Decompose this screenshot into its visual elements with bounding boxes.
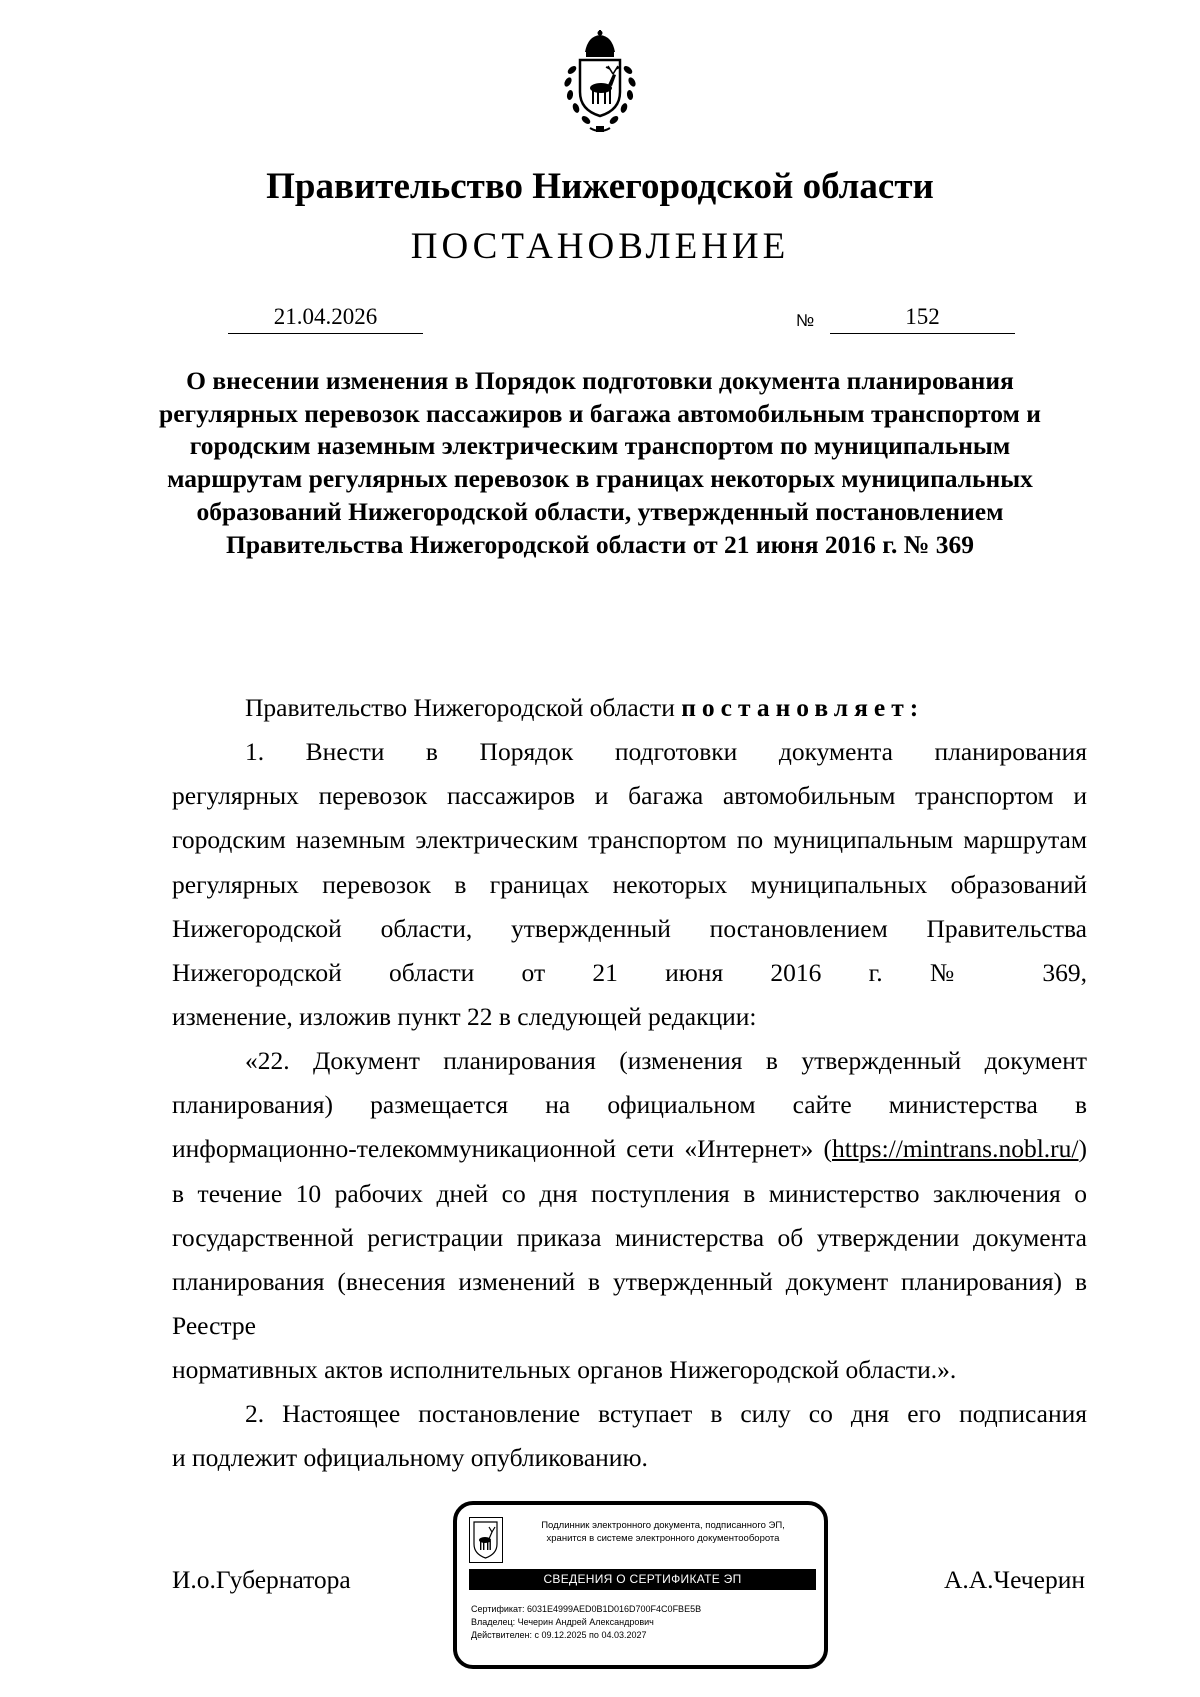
paragraph-22-last-line: нормативных актов исполнительных органов Нижегородской области.».	[172, 1355, 957, 1384]
paragraph-22-body	[172, 1083, 1087, 1349]
stamp-header	[513, 1519, 813, 1545]
stamp-details	[471, 1603, 701, 1642]
coat-of-arms-emblem	[550, 30, 650, 142]
document-date: 21.04.2026	[228, 303, 423, 334]
stamp-header-line-2: хранится в системе электронного документооборота	[546, 1533, 780, 1544]
paragraph-1-body: регулярных перевозок пассажиров и багажа автомобильным транспортом и городским наземным электрическим транспортом по муниципальным маршрутам регулярных перевозок в границах некоторых муниципальных образований Нижегородской области, утвержденный постановлением Правительства Нижегородской области от 21 июня 2016 г. № 369,	[172, 781, 1087, 988]
paragraph-22-first-line: «22. Документ планирования (изменения в утвержденный документ	[245, 1046, 1087, 1075]
paragraph-2-first-line: 2. Настоящее постановление вступает в силу со дня его подписания	[245, 1399, 1087, 1428]
signatory-name: А.А.Чечерин	[943, 1565, 1085, 1594]
certificate-validity: Действителен: с 09.12.2025 по 04.03.2027	[471, 1630, 647, 1640]
paragraph-2-last-line: и подлежит официальному опубликованию.	[172, 1443, 648, 1472]
organization-title: Правительство Нижегородской области	[266, 166, 934, 207]
document-type: ПОСТАНОВЛЕНИЕ	[410, 226, 790, 267]
intro-text: Правительство Нижегородской области	[245, 693, 675, 722]
certificate-owner: Владелец: Чечерин Андрей Александрович	[471, 1617, 654, 1627]
coat-of-arms-icon	[469, 1517, 503, 1563]
paragraph-22-text-b: ) в течение 10 рабочих дней со дня поступления в министерство заключения о государственной регистрации приказа министерства об утверждении документа планирования (внесения изменений в утвержденный документ планирования) в Реестре	[172, 1134, 1087, 1341]
signatory-position: И.о.Губернатора	[172, 1565, 351, 1594]
stamp-header-line-1: Подлинник электронного документа, подписанного ЭП,	[541, 1520, 785, 1531]
paragraph-22-text-a: планирования) размещается на официальном сайте министерства в информационно-телекоммуникационной сети «Интернет» (	[172, 1090, 1087, 1164]
electronic-signature-stamp	[453, 1501, 828, 1669]
number-sign: №	[796, 311, 815, 330]
stamp-certificate-bar: СВЕДЕНИЯ О СЕРТИФИКАТЕ ЭП	[469, 1569, 816, 1590]
paragraph-1-last-line: изменение, изложив пункт 22 в следующей редакции:	[172, 1002, 757, 1031]
ministry-website-link[interactable]: https://mintrans.nobl.ru/	[832, 1134, 1079, 1164]
document-subject: О внесении изменения в Порядок подготовки документа планирования регулярных перевозок пассажиров и багажа автомобильным транспортом и городским наземным электрическим транспортом по муниципальным маршрутам регулярных перевозок в границах некоторых муниципальных образований Нижегородской области, утвержденный постановлением Правительства Нижегородской области от 21 июня 2016 г. № 369	[159, 366, 1041, 559]
document-number: 152	[830, 303, 1015, 334]
intro-keyword: постановляет:	[681, 693, 925, 722]
paragraph-1-first-line: 1. Внести в Порядок подготовки документа планирования	[245, 737, 1087, 766]
certificate-serial: Сертификат: 6031E4999AED0B1D016D700F4C0FBE5B	[471, 1604, 702, 1614]
intro-paragraph	[245, 686, 995, 730]
